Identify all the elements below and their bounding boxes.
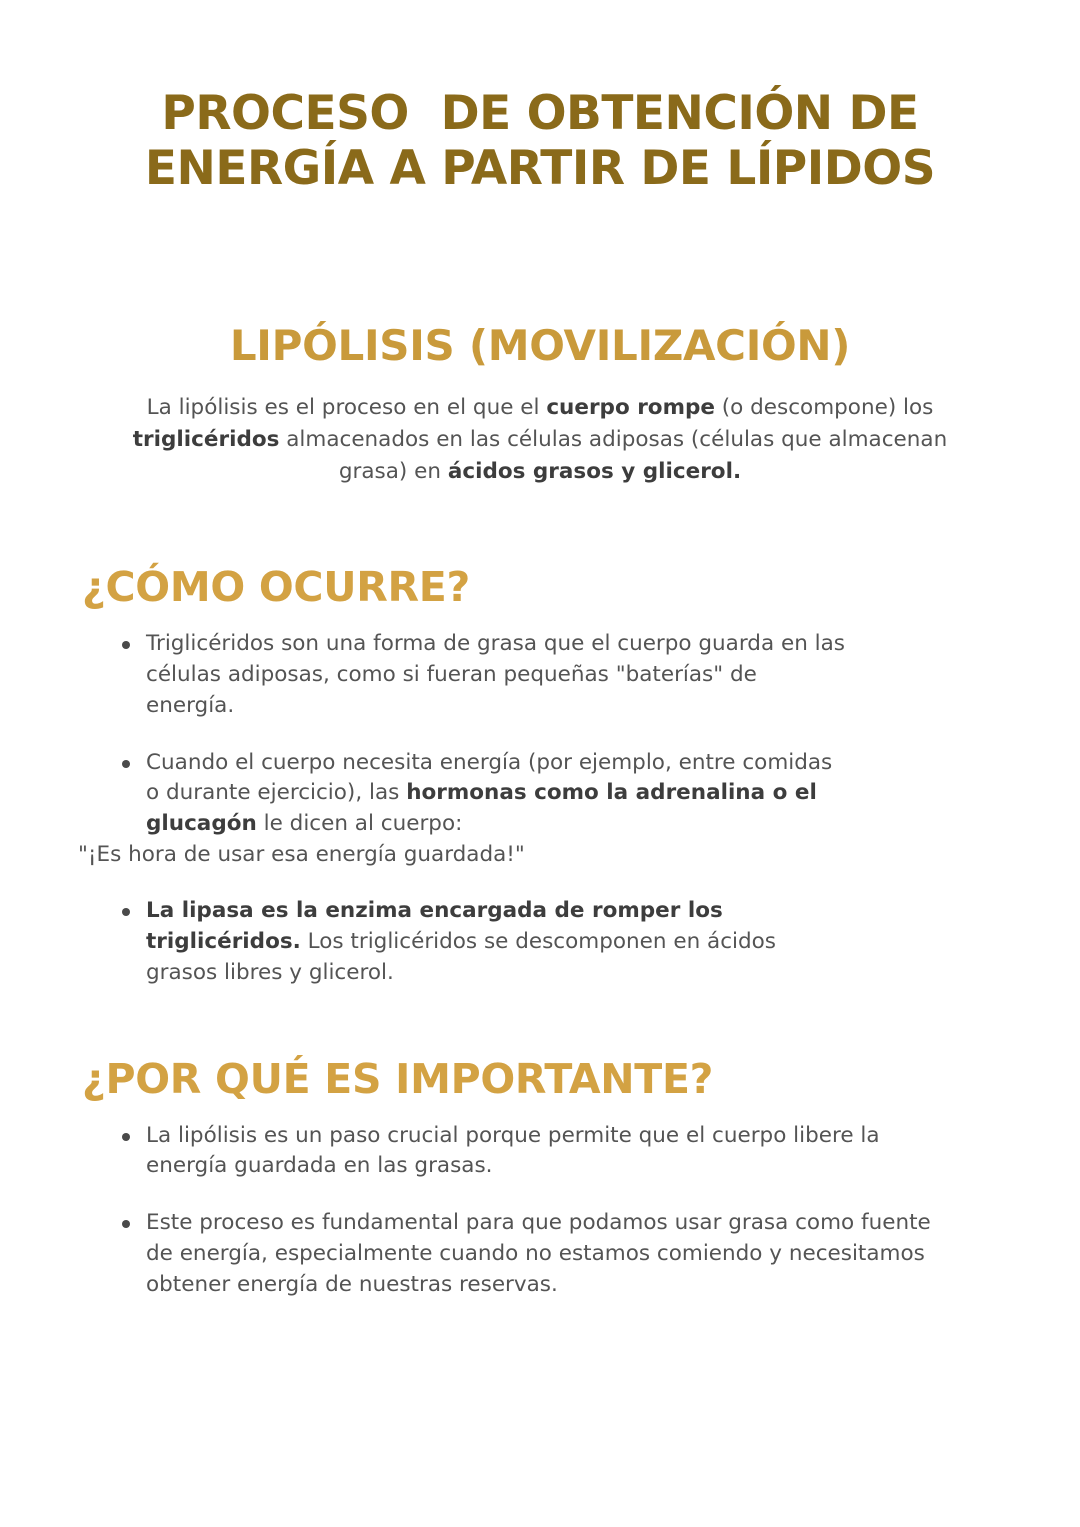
list-item: Cuando el cuerpo necesita energía (por ejemplo, entre comidas o durante ejercicio), las hormonas como la adrenalina o el glucagón le dicen al cuerpo: "¡Es hora de usar esa energía guardada!" <box>116 748 846 871</box>
page-title-line-2: ENERGÍA A PARTIR DE LÍPIDOS <box>144 141 936 197</box>
section-heading-por-que-importante: ¿POR QUÉ ES IMPORTANTE? <box>82 1054 714 1103</box>
por-que-importante-list <box>78 1121 1002 1301</box>
lipolisis-description: La lipólisis es el proceso en el que el cuerpo rompe (o descompone) los triglicéridos almacenados en las células adiposas (células que almacenan grasa) en ácidos grasos y glicerol. <box>132 394 948 484</box>
page-title-line-1: PROCESO DE OBTENCIÓN DE <box>161 86 919 141</box>
section-heading-lipolisis: LIPÓLISIS (MOVILIZACIÓN) <box>229 320 851 370</box>
como-ocurre-list <box>78 629 1002 988</box>
list-item: Triglicéridos son una forma de grasa que el cuerpo guarda en las células adiposas, como si fueran pequeñas "baterías" de energía. <box>116 629 846 721</box>
list-item: La lipólisis es un paso crucial porque permite que el cuerpo libere la energía guardada en las grasas. <box>116 1121 936 1182</box>
list-item-continuation: "¡Es hora de usar esa energía guardada!" <box>78 841 525 867</box>
list-item: La lipasa es la enzima encargada de romper los triglicéridos. Los triglicéridos se descomponen en ácidos grasos libres y glicerol. <box>116 896 846 988</box>
page-title <box>78 0 1002 197</box>
list-item: Este proceso es fundamental para que podamos usar grasa como fuente de energía, especialmente cuando no estamos comiendo y necesitamos obtener energía de nuestras reservas. <box>116 1208 936 1300</box>
section-heading-como-ocurre: ¿CÓMO OCURRE? <box>82 563 470 612</box>
